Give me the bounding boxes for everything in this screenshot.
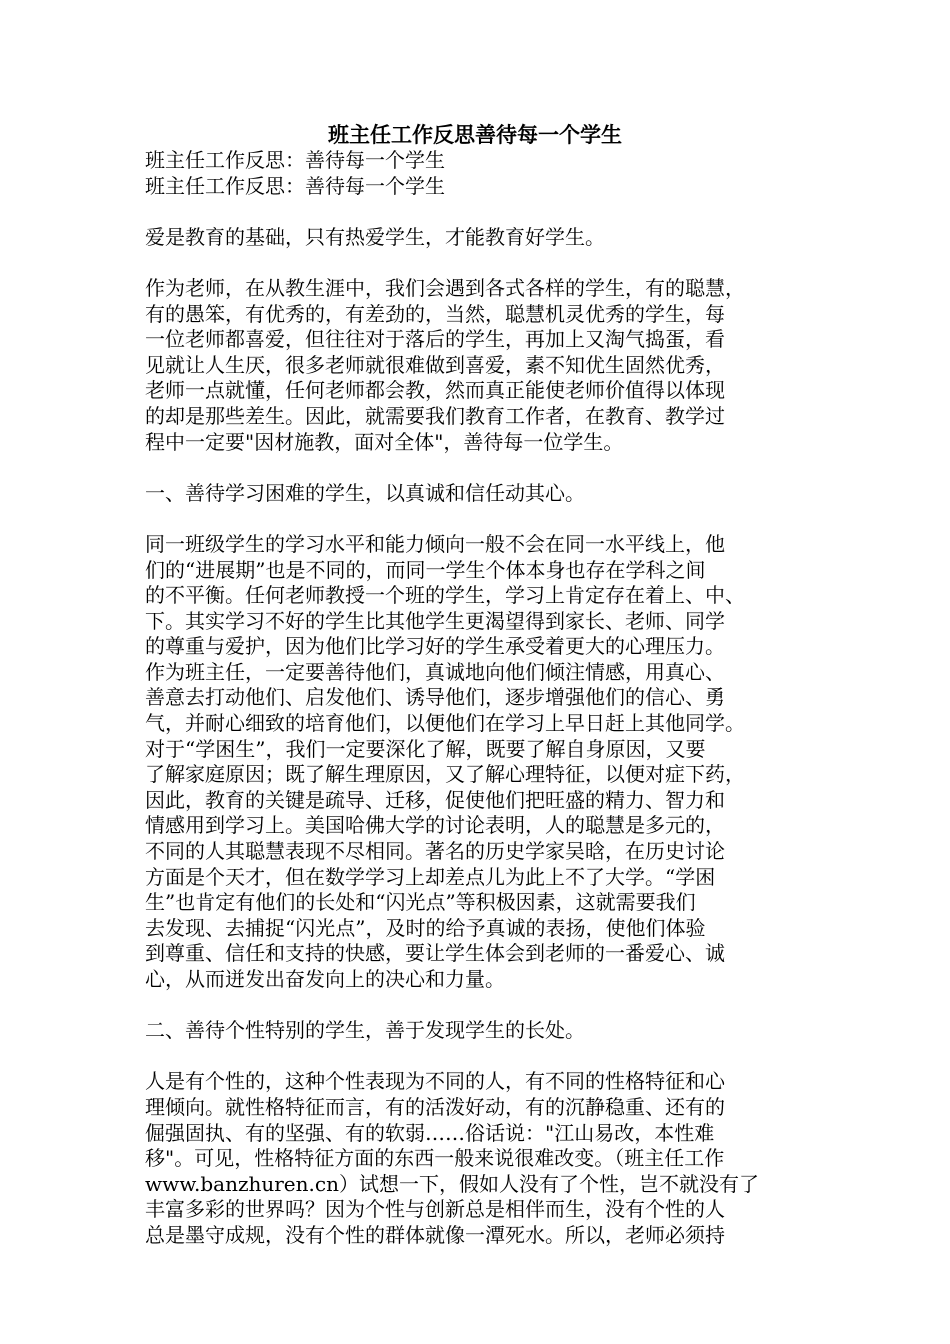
text-line: 的尊重与爱护，因为他们比学习好的学生承受着更大的心理压力。: [145, 634, 725, 659]
intro-line: 爱是教育的基础，只有热爱学生，才能教育好学生。: [145, 224, 605, 249]
text-line: 理倾向。就性格特征而言，有的活泼好动，有的沉静稳重、还有的: [145, 1094, 725, 1119]
text-line: 生”也肯定有他们的长处和“闪光点”等积极因素，这就需要我们: [145, 890, 696, 915]
text-line: 情感用到学习上。美国哈佛大学的讨论表明，人的聪慧是多元的，: [145, 813, 725, 838]
text-line: 们的“进展期”也是不同的，而同一学生个体本身也存在学科之间: [145, 557, 706, 582]
text-line: 移"。可见，性格特征方面的东西一般来说很难改变。（班主任工作: [145, 1146, 725, 1171]
text-line: 总是墨守成规，没有个性的群体就像一潭死水。所以，老师必须持: [145, 1222, 725, 1247]
text-line: 因此，教育的关键是疏导、迁移，促使他们把旺盛的精力、智力和: [145, 787, 725, 812]
text-line: 到尊重、信任和支持的快感，要让学生体会到老师的一番爱心、诚: [145, 941, 725, 966]
text-line: 一位老师都喜爱，但往往对于落后的学生，再加上又淘气捣蛋，看: [145, 327, 725, 352]
paragraph-1: [145, 276, 815, 455]
paragraph-2: [145, 532, 815, 993]
text-line: 作为班主任，一定要善待他们，真诚地向他们倾注情感，用真心、: [145, 659, 725, 684]
text-line: 有的愚笨，有优秀的，有差劲的，当然，聪慧机灵优秀的学生，每: [145, 301, 725, 326]
document-body: [145, 148, 815, 1249]
blank-line: [145, 250, 815, 276]
blank-line: [145, 199, 815, 225]
section-heading-1: 一、善待学习困难的学生，以真诚和信任动其心。: [145, 480, 585, 505]
text-line: 心，从而迸发出奋发向上的决心和力量。: [145, 967, 505, 991]
text-line: 善意去打动他们、启发他们、诱导他们，逐步增强他们的信心、勇: [145, 685, 725, 710]
text-line: 方面是个天才，但在数学学习上却差点儿为此上不了大学。“学困: [145, 864, 716, 889]
section-heading-2: 二、善待个性特别的学生，善于发现学生的长处。: [145, 1018, 585, 1043]
text-line: 见就让人生厌，很多老师就很难做到喜爱，素不知优生固然优秀，: [145, 352, 725, 377]
blank-line: [145, 993, 815, 1019]
text-line: 去发现、去捕捉“闪光点”，及时的给予真诚的表扬，使他们体验: [145, 915, 706, 940]
text-line: www.banzhuren.cn）试想一下，假如人没有了个性，岂不就没有了: [145, 1171, 759, 1196]
blank-line: [145, 455, 815, 481]
text-line: 丰富多彩的世界吗？因为个性与创新总是相伴而生，没有个性的人: [145, 1197, 725, 1222]
text-line: 作为老师，在从教生涯中，我们会遇到各式各样的学生，有的聪慧，: [145, 275, 745, 300]
text-line: 的却是那些差生。因此，就需要我们教育工作者，在教育、教学过: [145, 403, 725, 428]
text-line: 倔强固执、有的坚强、有的软弱……俗话说："江山易改，本性难: [145, 1120, 715, 1145]
text-line: 老师一点就懂，任何老师都会教，然而真正能使老师价值得以体现: [145, 378, 725, 403]
text-line: 同一班级学生的学习水平和能力倾向一般不会在同一水平线上，他: [145, 531, 725, 556]
blank-line: [145, 506, 815, 532]
text-line: 下。其实学习不好的学生比其他学生更渴望得到家长、老师、同学: [145, 608, 725, 633]
paragraph-3: [145, 1069, 815, 1248]
text-line: 不同的人其聪慧表现不尽相同。著名的历史学家吴晗，在历史讨论: [145, 839, 725, 864]
text-line: 气，并耐心细致的培育他们，以便他们在学习上早日赶上其他同学。: [145, 711, 745, 736]
text-line: 人是有个性的，这种个性表现为不同的人，有不同的性格特征和心: [145, 1069, 725, 1094]
text-line: 程中一定要"因材施教，面对全体"，善待每一位学生。: [145, 429, 624, 454]
text-line: 对于“学困生”，我们一定要深化了解，既要了解自身原因，又要: [145, 736, 706, 761]
text-line: 了解家庭原因；既了解生理原因，又了解心理特征，以便对症下药，: [145, 762, 745, 787]
text-line: 的不平衡。任何老师教授一个班的学生，学习上肯定存在着上、中、: [145, 583, 745, 608]
subtitle-line: 班主任工作反思：善待每一个学生: [145, 148, 445, 172]
subtitle-line: 班主任工作反思：善待每一个学生: [145, 173, 445, 198]
blank-line: [145, 1044, 815, 1070]
document-title: 班主任工作反思善待每一个学生: [328, 122, 622, 147]
